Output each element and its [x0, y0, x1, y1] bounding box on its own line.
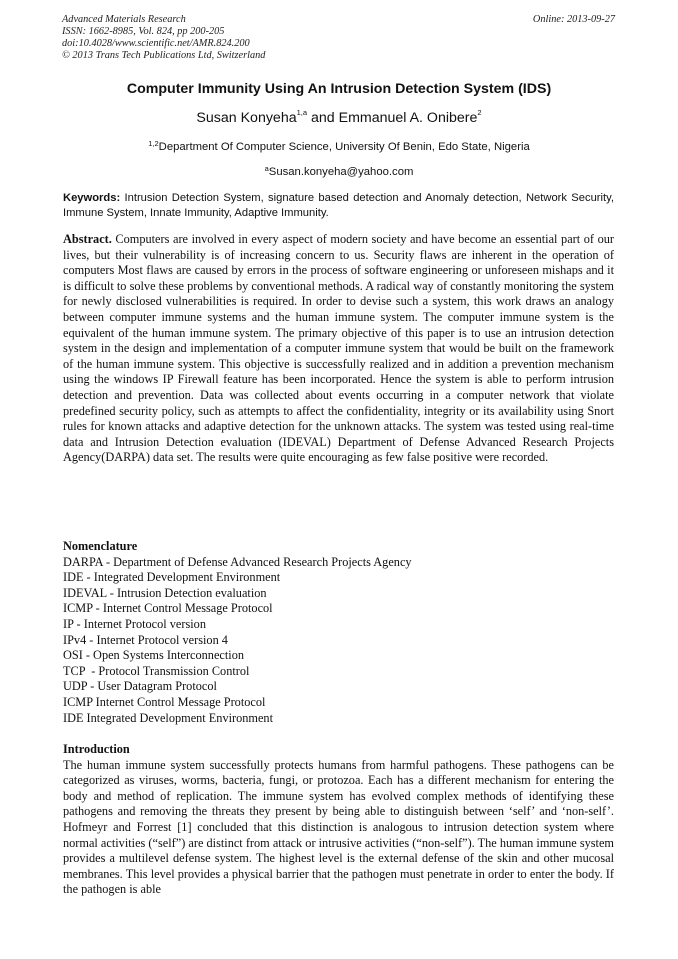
email-sup: a [264, 164, 269, 173]
nomenclature-item: UDP - User Datagram Protocol [63, 679, 217, 694]
abstract-label: Abstract. [63, 232, 112, 246]
affiliation [0, 141, 678, 153]
author-conjunction: and [307, 110, 339, 126]
nomenclature-section [63, 539, 614, 726]
author-email [0, 166, 678, 178]
journal-name: Advanced Materials Research [62, 14, 186, 25]
nomenclature-item: TCP - Protocol Transmission Control [63, 663, 250, 678]
nomenclature-item: IDE - Integrated Development Environment [63, 570, 281, 585]
keywords-text: Intrusion Detection System, signature based detection and Anomaly detection, Network Security, Immune System, Innate Immunity, Adaptive Immunity. [63, 192, 614, 219]
author-2-sup: 2 [477, 108, 482, 117]
nomenclature-item: IDEVAL - Intrusion Detection evaluation [63, 585, 267, 600]
paper-title: Computer Immunity Using An Intrusion Detection System (IDS) [126, 81, 552, 97]
introduction-section [63, 742, 614, 898]
online-date: Online: 2013-09-27 [532, 14, 615, 25]
journal-header [62, 14, 265, 62]
email-text: Susan.konyeha@yahoo.com [268, 166, 414, 178]
nomenclature-heading: Nomenclature [63, 539, 138, 553]
affiliation-sup: 1,2 [148, 139, 159, 148]
abstract-text: Computers are involved in every aspect of modern society and have become an essential part of our lives, but their vulnerability is of increasing concern to us. Security flaws are inherent in the operation of computers Most flaws are caused by errors in the process of software engineering or unforeseen mishaps and it is difficult to solve these problems by conventional methods. A radical way of constantly monitoring the system for newly disclosed vulnerabilities is required. In order to devise such a system, this work draws an analogy between computer immune systems and the human immune system. The computer immune system is the equivalent of the human immune system. The primary objective of this paper is to use an intrusion detection system in the design and implementation of a computer immune system that would be built on the framework of the human immune system. This objective is successfully realized and in addition a prevention mechanism using the windows IP Firewall feature has been incorporated. Hence the system is able to perform intrusion detection and prevention. Data was collected about events occurring in a computer network that violate predefined security policy, such as attempts to affect the confidentiality, integrity or its availability using Snort rules for known attacks and adaptive detection for the unknown attacks. The system was tested using real-time data and Intrusion Detection evaluation (IDEVAL) Department of Defense Advanced Research Projects Agency(DARPA) data set. The results were quite encouraging as few false positive were recorded. [63, 232, 614, 465]
author-line [0, 110, 678, 126]
nomenclature-item: OSI - Open Systems Interconnection [63, 648, 245, 663]
nomenclature-item: ICMP Internet Control Message Protocol [63, 694, 266, 709]
nomenclature-item: IPv4 - Internet Protocol version 4 [63, 632, 228, 647]
affiliation-text: Department Of Computer Science, University Of Benin, Edo State, Nigeria [158, 141, 530, 153]
copyright-line: © 2013 Trans Tech Publications Ltd, Switzerland [62, 50, 266, 61]
author-1-name: Susan Konyeha [196, 110, 297, 126]
keywords-label: Keywords: [63, 192, 121, 204]
introduction-heading: Introduction [63, 742, 130, 756]
abstract [63, 232, 614, 466]
introduction-text: The human immune system successfully protects humans from harmful pathogens. These pathogens can be categorized as viruses, worms, bacteria, fungi, or protozoa. Each has a different mechanism for entering the body and method of replication. The immune system has evolved complex methods of identifying these pathogens and removing the threats they present by being able to distinguish between ‘self’ and ‘non-self’. Hofmeyr and Forrest [1] concluded that this distinction is analogous to intrusion detection system where normal activities (“self”) are distinct from attack or intrusive activities (“non-self”). The human immune system provides a multilevel defense system. The highest level is the external defense of the skin and other mucosal membranes. This level provides a physical barrier that the pathogen must penetrate in order to enter the body. If the pathogen is able [63, 757, 614, 897]
nomenclature-item: IP - Internet Protocol version [63, 616, 206, 631]
nomenclature-item: IDE Integrated Development Environment [63, 710, 274, 725]
issn-line: ISSN: 1662-8985, Vol. 824, pp 200-205 [62, 26, 225, 37]
author-2-name: Emmanuel A. Onibere [338, 110, 478, 126]
keywords [63, 191, 614, 221]
nomenclature-item: DARPA - Department of Defense Advanced Research Projects Agency [63, 554, 412, 569]
doi-line: doi:10.4028/www.scientific.net/AMR.824.200 [62, 38, 250, 49]
author-1-sup: 1,a [296, 108, 308, 117]
nomenclature-item: ICMP - Internet Control Message Protocol [63, 601, 273, 616]
nomenclature-list [63, 555, 614, 727]
